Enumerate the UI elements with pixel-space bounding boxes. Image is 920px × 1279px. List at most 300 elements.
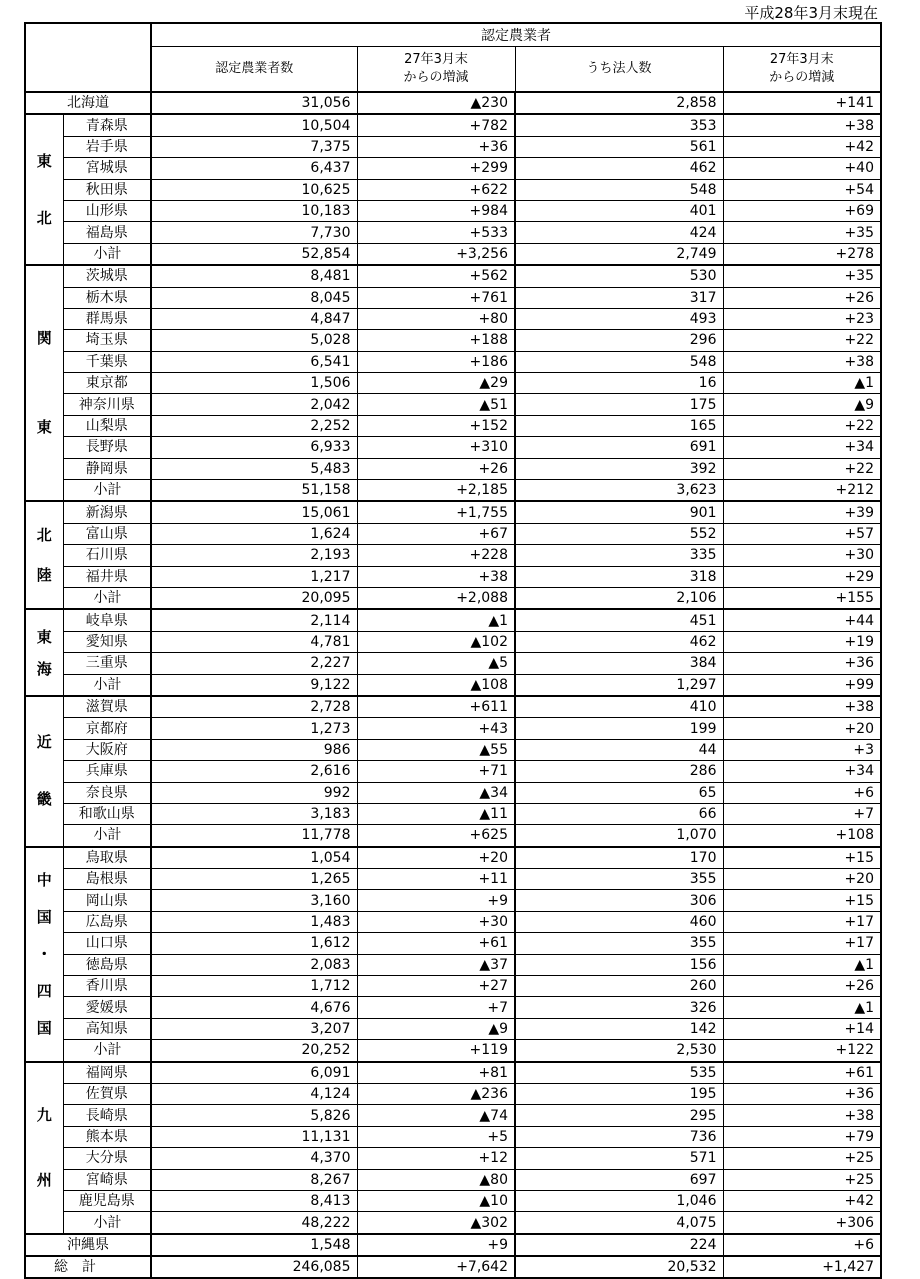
- cell-corporation-change: +38: [723, 1105, 881, 1126]
- cell-corporation-count: 697: [515, 1169, 723, 1190]
- cell-farmer-change: +761: [357, 287, 515, 308]
- cell-farmer-count: 1,712: [151, 976, 357, 997]
- cell-farmer-count: 6,437: [151, 158, 357, 179]
- cell-corporation-change: +29: [723, 566, 881, 587]
- subtotal-label: 小計: [63, 587, 151, 609]
- cell-farmer-count: 1,265: [151, 869, 357, 890]
- cell-corporation-count: 318: [515, 566, 723, 587]
- cell-farmer-count: 992: [151, 782, 357, 803]
- cell-farmer-count: 2,728: [151, 696, 357, 718]
- cell-farmer-count: 10,504: [151, 114, 357, 136]
- cell-corporation-change: +155: [723, 587, 881, 609]
- table-row: [25, 92, 881, 114]
- cell-farmer-change: +533: [357, 222, 515, 243]
- cell-farmer-change: ▲230: [357, 92, 515, 114]
- prefecture-name: 岩手県: [63, 136, 151, 157]
- cell-farmer-change: +2,185: [357, 480, 515, 502]
- cell-corporation-change: +15: [723, 890, 881, 911]
- cell-corporation-count: 175: [515, 394, 723, 415]
- region-label: [25, 501, 63, 609]
- table-row: [25, 1018, 881, 1039]
- cell-corporation-count: 462: [515, 158, 723, 179]
- table-row: [25, 933, 881, 954]
- cell-farmer-change: ▲102: [357, 631, 515, 652]
- region-label-char: 州: [36, 1170, 52, 1189]
- table-row: [25, 1126, 881, 1147]
- cell-farmer-change: ▲34: [357, 782, 515, 803]
- cell-corporation-count: 199: [515, 718, 723, 739]
- cell-corporation-count: 424: [515, 222, 723, 243]
- cell-farmer-change: +3,256: [357, 243, 515, 265]
- prefecture-name: 鹿児島県: [63, 1190, 151, 1211]
- cell-farmer-change: +38: [357, 566, 515, 587]
- cell-corporation-change: +26: [723, 287, 881, 308]
- cell-corporation-change: +6: [723, 782, 881, 803]
- header-farmer-count: 認定農業者数: [151, 47, 357, 93]
- cell-farmer-change: ▲80: [357, 1169, 515, 1190]
- cell-corporation-count: 353: [515, 114, 723, 136]
- table-row: [25, 287, 881, 308]
- cell-farmer-change: +20: [357, 847, 515, 869]
- cell-corporation-count: 384: [515, 653, 723, 674]
- table-row: [25, 1234, 881, 1256]
- prefecture-name: 沖縄県: [25, 1234, 151, 1256]
- region-label-char: 国: [36, 1018, 52, 1037]
- cell-corporation-count: 170: [515, 847, 723, 869]
- cell-farmer-count: 4,124: [151, 1083, 357, 1104]
- table-row: [25, 308, 881, 329]
- region-label-char: 四: [36, 981, 52, 1000]
- cell-farmer-change: +9: [357, 1234, 515, 1256]
- prefecture-name: 新潟県: [63, 501, 151, 523]
- cell-corporation-change: +39: [723, 501, 881, 523]
- cell-corporation-change: +61: [723, 1062, 881, 1084]
- cell-corporation-count: 142: [515, 1018, 723, 1039]
- cell-farmer-count: 986: [151, 739, 357, 760]
- as-of-date: 平成28年3月末現在: [744, 4, 878, 22]
- cell-farmer-change: +61: [357, 933, 515, 954]
- prefecture-name: 兵庫県: [63, 761, 151, 782]
- prefecture-name: 栃木県: [63, 287, 151, 308]
- prefecture-name: 宮崎県: [63, 1169, 151, 1190]
- cell-farmer-change: +2,088: [357, 587, 515, 609]
- region-label: [25, 1062, 63, 1234]
- header-farmer-change: [357, 47, 515, 93]
- cell-corporation-change: +108: [723, 825, 881, 847]
- cell-corporation-change: +1,427: [723, 1256, 881, 1278]
- cell-farmer-change: +611: [357, 696, 515, 718]
- table-row: [25, 761, 881, 782]
- header-corporation-change-line2: からの増減: [769, 70, 835, 85]
- cell-farmer-count: 10,625: [151, 179, 357, 200]
- region-label-char: 海: [36, 659, 52, 678]
- header-row-2: [25, 47, 881, 93]
- cell-corporation-count: 306: [515, 890, 723, 911]
- cell-corporation-change: +22: [723, 330, 881, 351]
- cell-farmer-change: +43: [357, 718, 515, 739]
- cell-corporation-count: 44: [515, 739, 723, 760]
- cell-farmer-change: ▲37: [357, 954, 515, 975]
- cell-farmer-count: 20,095: [151, 587, 357, 609]
- cell-corporation-count: 295: [515, 1105, 723, 1126]
- prefecture-name: 広島県: [63, 911, 151, 932]
- subtotal-label: 小計: [63, 243, 151, 265]
- cell-corporation-count: 548: [515, 351, 723, 372]
- prefecture-name: 滋賀県: [63, 696, 151, 718]
- cell-corporation-count: 2,530: [515, 1040, 723, 1062]
- cell-corporation-change: +42: [723, 136, 881, 157]
- table-row: [25, 1105, 881, 1126]
- cell-corporation-count: 2,749: [515, 243, 723, 265]
- cell-corporation-count: 1,070: [515, 825, 723, 847]
- subtotal-row: [25, 825, 881, 847]
- cell-corporation-count: 1,046: [515, 1190, 723, 1211]
- table-row: [25, 330, 881, 351]
- cell-farmer-count: 7,730: [151, 222, 357, 243]
- table-row: [25, 566, 881, 587]
- prefecture-name: 高知県: [63, 1018, 151, 1039]
- table-row: [25, 545, 881, 566]
- cell-farmer-count: 8,045: [151, 287, 357, 308]
- table-row: [25, 265, 881, 287]
- cell-farmer-count: 9,122: [151, 674, 357, 696]
- cell-farmer-change: +228: [357, 545, 515, 566]
- cell-corporation-change: +30: [723, 545, 881, 566]
- cell-corporation-change: +141: [723, 92, 881, 114]
- prefecture-name: 宮城県: [63, 158, 151, 179]
- cell-corporation-change: ▲1: [723, 373, 881, 394]
- cell-farmer-change: ▲55: [357, 739, 515, 760]
- table-row: [25, 718, 881, 739]
- prefecture-name: 福井県: [63, 566, 151, 587]
- prefecture-name: 長野県: [63, 437, 151, 458]
- cell-corporation-change: +34: [723, 437, 881, 458]
- prefecture-name: 神奈川県: [63, 394, 151, 415]
- table-row: [25, 869, 881, 890]
- cell-farmer-count: 1,217: [151, 566, 357, 587]
- prefecture-name: 福岡県: [63, 1062, 151, 1084]
- prefecture-name: 徳島県: [63, 954, 151, 975]
- cell-corporation-change: +69: [723, 200, 881, 221]
- region-label-char: 東: [36, 151, 52, 170]
- prefecture-name: 島根県: [63, 869, 151, 890]
- cell-farmer-count: 3,207: [151, 1018, 357, 1039]
- cell-corporation-change: +38: [723, 351, 881, 372]
- subtotal-label: 小計: [63, 480, 151, 502]
- cell-farmer-count: 4,370: [151, 1148, 357, 1169]
- cell-corporation-count: 571: [515, 1148, 723, 1169]
- cell-farmer-count: 2,114: [151, 609, 357, 631]
- region-label-char: 関: [36, 329, 52, 348]
- cell-corporation-change: +23: [723, 308, 881, 329]
- cell-corporation-count: 530: [515, 265, 723, 287]
- table-row: [25, 458, 881, 479]
- cell-corporation-count: 260: [515, 976, 723, 997]
- header-corporation-change: [723, 47, 881, 93]
- prefecture-name: 千葉県: [63, 351, 151, 372]
- prefecture-name: 静岡県: [63, 458, 151, 479]
- cell-corporation-count: 317: [515, 287, 723, 308]
- prefecture-name: 大阪府: [63, 739, 151, 760]
- table-row: [25, 1169, 881, 1190]
- table-row: [25, 158, 881, 179]
- subtotal-row: [25, 243, 881, 265]
- region-label-char: 陸: [36, 566, 52, 585]
- cell-corporation-change: +36: [723, 653, 881, 674]
- cell-corporation-count: 3,623: [515, 480, 723, 502]
- prefecture-name: 群馬県: [63, 308, 151, 329]
- cell-corporation-count: 65: [515, 782, 723, 803]
- cell-farmer-change: +30: [357, 911, 515, 932]
- cell-corporation-count: 462: [515, 631, 723, 652]
- cell-corporation-change: +25: [723, 1148, 881, 1169]
- cell-corporation-change: +40: [723, 158, 881, 179]
- cell-farmer-change: +9: [357, 890, 515, 911]
- cell-farmer-change: +7: [357, 997, 515, 1018]
- cell-farmer-count: 10,183: [151, 200, 357, 221]
- region-label-char: 東: [36, 627, 52, 646]
- prefecture-name: 青森県: [63, 114, 151, 136]
- header-farmer-change-line1: 27年3月末: [404, 52, 468, 67]
- cell-corporation-change: +22: [723, 458, 881, 479]
- certified-farmers-table: [24, 22, 882, 1279]
- cell-corporation-change: ▲1: [723, 997, 881, 1018]
- cell-corporation-change: +6: [723, 1234, 881, 1256]
- cell-farmer-count: 15,061: [151, 501, 357, 523]
- cell-farmer-count: 6,541: [151, 351, 357, 372]
- cell-corporation-change: +17: [723, 933, 881, 954]
- prefecture-name: 熊本県: [63, 1126, 151, 1147]
- cell-corporation-count: 355: [515, 933, 723, 954]
- cell-farmer-count: 1,273: [151, 718, 357, 739]
- table-row: [25, 976, 881, 997]
- cell-farmer-change: ▲108: [357, 674, 515, 696]
- cell-farmer-count: 8,413: [151, 1190, 357, 1211]
- cell-farmer-change: +310: [357, 437, 515, 458]
- region-label-char: 北: [36, 526, 52, 545]
- table-row: [25, 222, 881, 243]
- cell-corporation-count: 552: [515, 523, 723, 544]
- cell-farmer-count: 2,042: [151, 394, 357, 415]
- cell-farmer-change: +119: [357, 1040, 515, 1062]
- cell-corporation-count: 2,858: [515, 92, 723, 114]
- cell-farmer-count: 6,091: [151, 1062, 357, 1084]
- prefecture-name: 香川県: [63, 976, 151, 997]
- cell-corporation-count: 401: [515, 200, 723, 221]
- cell-corporation-count: 4,075: [515, 1212, 723, 1234]
- prefecture-name: 和歌山県: [63, 803, 151, 824]
- cell-farmer-count: 48,222: [151, 1212, 357, 1234]
- cell-farmer-change: +188: [357, 330, 515, 351]
- cell-farmer-count: 11,131: [151, 1126, 357, 1147]
- table-row: [25, 373, 881, 394]
- cell-farmer-count: 1,624: [151, 523, 357, 544]
- prefecture-name: 石川県: [63, 545, 151, 566]
- cell-corporation-change: +26: [723, 976, 881, 997]
- prefecture-name: 長崎県: [63, 1105, 151, 1126]
- cell-farmer-change: ▲302: [357, 1212, 515, 1234]
- cell-corporation-count: 561: [515, 136, 723, 157]
- prefecture-name: 秋田県: [63, 179, 151, 200]
- region-label: [25, 114, 63, 265]
- cell-farmer-count: 8,267: [151, 1169, 357, 1190]
- prefecture-name: 埼玉県: [63, 330, 151, 351]
- table-row: [25, 782, 881, 803]
- cell-farmer-count: 5,826: [151, 1105, 357, 1126]
- cell-farmer-change: +7,642: [357, 1256, 515, 1278]
- cell-farmer-change: ▲51: [357, 394, 515, 415]
- table-row: [25, 136, 881, 157]
- cell-farmer-count: 4,676: [151, 997, 357, 1018]
- cell-farmer-count: 52,854: [151, 243, 357, 265]
- cell-farmer-count: 2,252: [151, 415, 357, 436]
- table-row: [25, 653, 881, 674]
- cell-corporation-change: +79: [723, 1126, 881, 1147]
- cell-farmer-count: 5,028: [151, 330, 357, 351]
- header-group-title: 認定農業者: [151, 23, 881, 47]
- cell-corporation-change: +44: [723, 609, 881, 631]
- cell-corporation-count: 156: [515, 954, 723, 975]
- cell-farmer-count: 7,375: [151, 136, 357, 157]
- table-row: [25, 739, 881, 760]
- prefecture-name: 福島県: [63, 222, 151, 243]
- cell-farmer-change: +67: [357, 523, 515, 544]
- table-row: [25, 501, 881, 523]
- header-farmer-change-line2: からの増減: [403, 70, 469, 85]
- region-label: [25, 609, 63, 696]
- cell-corporation-count: 326: [515, 997, 723, 1018]
- cell-farmer-change: +562: [357, 265, 515, 287]
- cell-corporation-change: +306: [723, 1212, 881, 1234]
- subtotal-row: [25, 587, 881, 609]
- cell-farmer-change: +1,755: [357, 501, 515, 523]
- cell-farmer-change: +12: [357, 1148, 515, 1169]
- cell-corporation-count: 460: [515, 911, 723, 932]
- subtotal-label: 小計: [63, 674, 151, 696]
- prefecture-name: 東京都: [63, 373, 151, 394]
- cell-corporation-change: +3: [723, 739, 881, 760]
- cell-farmer-count: 1,548: [151, 1234, 357, 1256]
- cell-farmer-change: +27: [357, 976, 515, 997]
- cell-farmer-count: 1,054: [151, 847, 357, 869]
- header-row-1: [25, 23, 881, 47]
- cell-farmer-change: +782: [357, 114, 515, 136]
- cell-corporation-change: ▲9: [723, 394, 881, 415]
- cell-corporation-change: +278: [723, 243, 881, 265]
- region-label-char: ・: [36, 944, 52, 963]
- cell-corporation-change: +19: [723, 631, 881, 652]
- subtotal-row: [25, 1040, 881, 1062]
- prefecture-name: 鳥取県: [63, 847, 151, 869]
- prefecture-name: 茨城県: [63, 265, 151, 287]
- cell-farmer-change: +186: [357, 351, 515, 372]
- cell-farmer-count: 2,616: [151, 761, 357, 782]
- subtotal-row: [25, 1212, 881, 1234]
- region-label-char: 北: [36, 208, 52, 227]
- prefecture-name: 大分県: [63, 1148, 151, 1169]
- prefecture-name: 山口県: [63, 933, 151, 954]
- prefecture-name: 奈良県: [63, 782, 151, 803]
- cell-corporation-change: +99: [723, 674, 881, 696]
- cell-corporation-count: 535: [515, 1062, 723, 1084]
- cell-farmer-change: +622: [357, 179, 515, 200]
- cell-farmer-count: 4,847: [151, 308, 357, 329]
- cell-corporation-count: 335: [515, 545, 723, 566]
- cell-corporation-count: 296: [515, 330, 723, 351]
- cell-corporation-change: +36: [723, 1083, 881, 1104]
- cell-corporation-count: 16: [515, 373, 723, 394]
- cell-farmer-count: 1,612: [151, 933, 357, 954]
- cell-farmer-change: +984: [357, 200, 515, 221]
- table-row: [25, 1148, 881, 1169]
- cell-corporation-count: 20,532: [515, 1256, 723, 1278]
- cell-corporation-count: 195: [515, 1083, 723, 1104]
- cell-corporation-count: 410: [515, 696, 723, 718]
- cell-farmer-change: +36: [357, 136, 515, 157]
- cell-corporation-change: +14: [723, 1018, 881, 1039]
- cell-corporation-change: +17: [723, 911, 881, 932]
- cell-farmer-count: 51,158: [151, 480, 357, 502]
- cell-farmer-count: 8,481: [151, 265, 357, 287]
- cell-farmer-change: +299: [357, 158, 515, 179]
- cell-corporation-change: +57: [723, 523, 881, 544]
- cell-farmer-change: ▲5: [357, 653, 515, 674]
- table-row: [25, 803, 881, 824]
- grand-total-label: 総 計: [25, 1256, 151, 1278]
- cell-farmer-count: 246,085: [151, 1256, 357, 1278]
- cell-farmer-count: 2,193: [151, 545, 357, 566]
- cell-farmer-change: +81: [357, 1062, 515, 1084]
- table-row: [25, 1190, 881, 1211]
- table-row: [25, 696, 881, 718]
- cell-corporation-count: 451: [515, 609, 723, 631]
- cell-corporation-change: +35: [723, 222, 881, 243]
- cell-farmer-count: 11,778: [151, 825, 357, 847]
- subtotal-row: [25, 674, 881, 696]
- subtotal-label: 小計: [63, 1212, 151, 1234]
- cell-farmer-count: 1,483: [151, 911, 357, 932]
- table-row: [25, 847, 881, 869]
- region-label-char: 国: [36, 907, 52, 926]
- grand-total-row: [25, 1256, 881, 1278]
- cell-corporation-change: +38: [723, 696, 881, 718]
- prefecture-name: 愛媛県: [63, 997, 151, 1018]
- cell-farmer-count: 3,183: [151, 803, 357, 824]
- subtotal-label: 小計: [63, 825, 151, 847]
- cell-corporation-change: ▲1: [723, 954, 881, 975]
- cell-farmer-count: 6,933: [151, 437, 357, 458]
- cell-farmer-change: +5: [357, 1126, 515, 1147]
- cell-farmer-count: 3,160: [151, 890, 357, 911]
- cell-corporation-count: 2,106: [515, 587, 723, 609]
- table-row: [25, 1083, 881, 1104]
- cell-farmer-change: +80: [357, 308, 515, 329]
- cell-farmer-change: +26: [357, 458, 515, 479]
- cell-corporation-change: +34: [723, 761, 881, 782]
- cell-farmer-change: ▲74: [357, 1105, 515, 1126]
- region-label-char: 九: [36, 1105, 52, 1124]
- header-corporation-count: うち法人数: [515, 47, 723, 93]
- header-corporation-change-line1: 27年3月末: [769, 52, 834, 67]
- table-row: [25, 911, 881, 932]
- table-row: [25, 179, 881, 200]
- cell-farmer-count: 2,083: [151, 954, 357, 975]
- prefecture-name: 三重県: [63, 653, 151, 674]
- cell-farmer-count: 20,252: [151, 1040, 357, 1062]
- subtotal-row: [25, 480, 881, 502]
- prefecture-name: 山形県: [63, 200, 151, 221]
- cell-corporation-count: 66: [515, 803, 723, 824]
